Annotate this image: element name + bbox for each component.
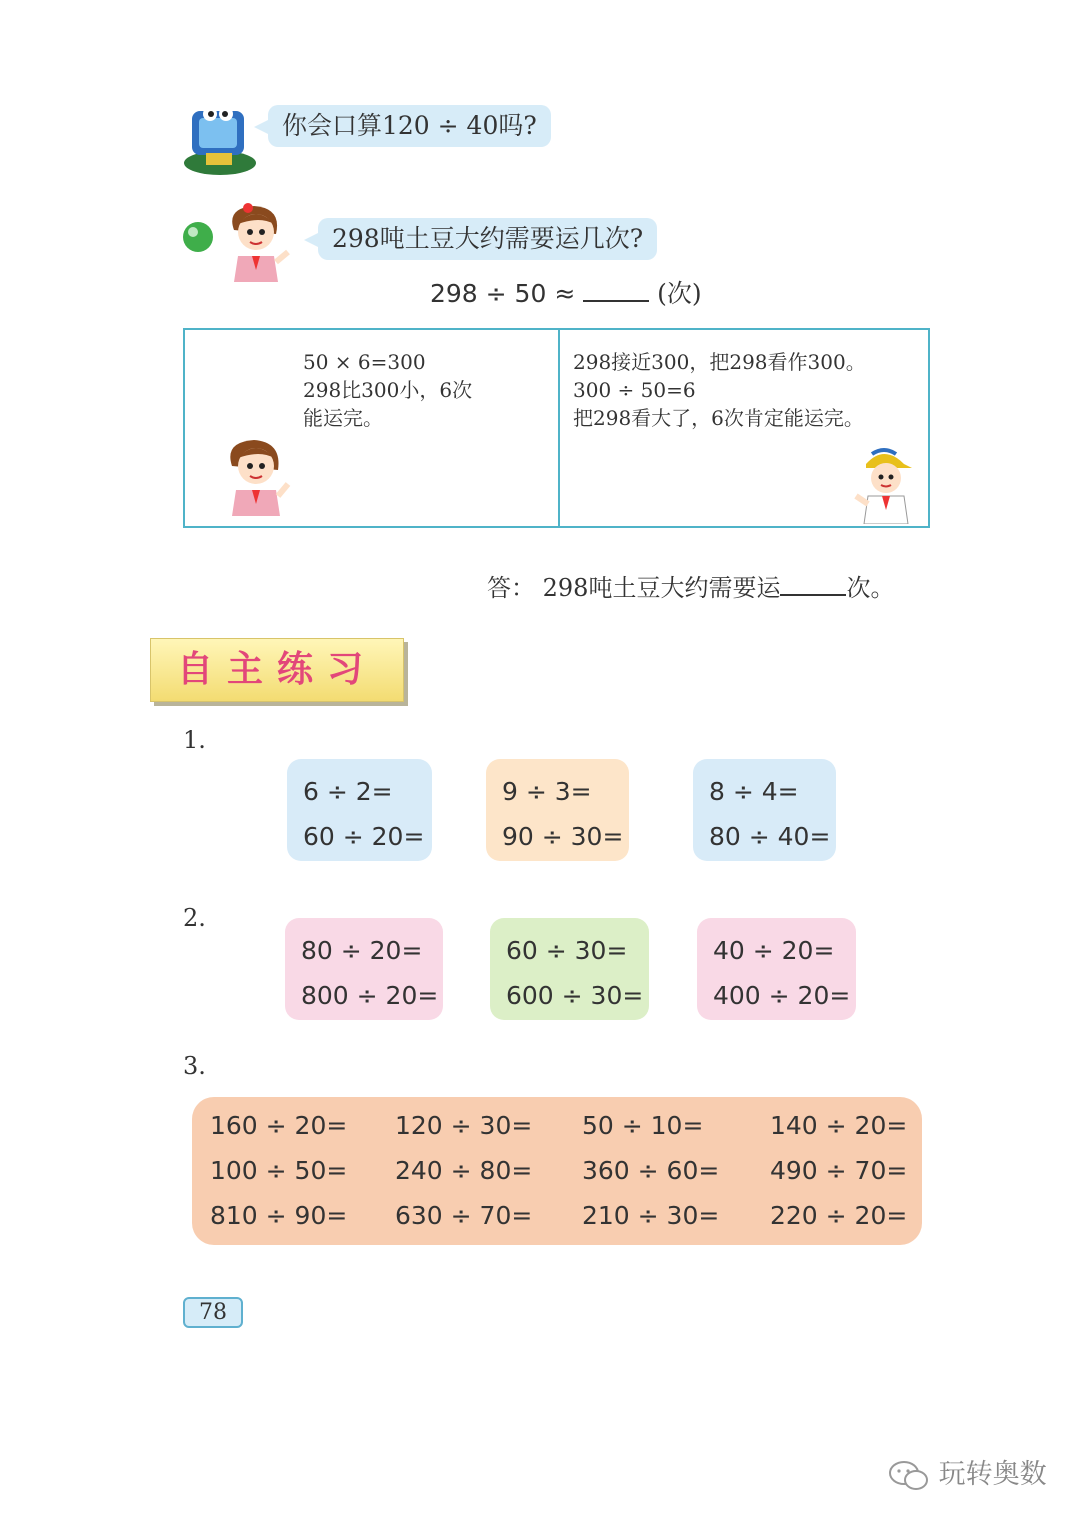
q3-r2-c2: 240 ÷ 80= [395,1156,533,1185]
q1-g1-problem-1: 6 ÷ 2= [303,777,393,806]
q1-group-3 [693,759,836,861]
q1-g2-problem-1: 9 ÷ 3= [502,777,592,806]
q3-r1-c2: 120 ÷ 30= [395,1111,533,1140]
question-1-label: 1. [183,726,206,754]
question-2-label: 2. [183,904,206,932]
q3-r1-c3: 50 ÷ 10= [582,1111,704,1140]
right-reasoning-line-1: 298接近300，把298看作300。 [573,350,866,374]
q1-g1-problem-2: 60 ÷ 20= [303,822,425,851]
question-3-label: 3. [183,1052,206,1080]
computer-mascot-illustration [180,105,258,177]
green-ball-marker-icon [181,220,215,254]
q2-g2-problem-2: 600 ÷ 30= [506,981,644,1010]
intro-question-bubble: 你会口算120 ÷ 40吗? [268,105,551,147]
frame-divider [558,330,560,526]
q2-g1-problem-2: 800 ÷ 20= [301,981,439,1010]
left-reasoning-line-2: 298比300小，6次 [303,378,473,402]
q2-g1-problem-1: 80 ÷ 20= [301,936,423,965]
q1-g3-problem-2: 80 ÷ 40= [709,822,831,851]
boy-with-cap-illustration [852,444,918,524]
left-reasoning-line-1: 50 × 6=300 [303,350,426,374]
page-number: 78 [183,1297,243,1328]
q1-g2-problem-2: 90 ÷ 30= [502,822,624,851]
answer-prefix: 答： [487,574,535,602]
q2-g3-problem-1: 40 ÷ 20= [713,936,835,965]
q3-r3-c4: 220 ÷ 20= [770,1201,908,1230]
equation-text: 298 ÷ 50 ≈ [430,279,576,308]
equation-blank[interactable] [583,276,649,302]
answer-line [487,568,894,603]
left-reasoning-line-3: 能运完。 [303,406,383,430]
q3-r2-c4: 490 ÷ 70= [770,1156,908,1185]
q2-group-1 [285,918,443,1020]
q3-problem-box [192,1097,922,1245]
q2-g3-problem-2: 400 ÷ 20= [713,981,851,1010]
example-question-bubble: 298吨土豆大约需要运几次? [318,218,657,260]
q1-group-1 [287,759,432,861]
q3-r3-c3: 210 ÷ 30= [582,1201,720,1230]
section-title-banner: 自主练习 [150,638,404,702]
q3-r3-c2: 630 ÷ 70= [395,1201,533,1230]
q3-r2-c1: 100 ÷ 50= [210,1156,348,1185]
q3-r1-c4: 140 ÷ 20= [770,1111,908,1140]
answer-blank[interactable] [780,570,846,596]
girl-illustration [220,200,296,284]
estimate-equation [430,274,702,310]
q3-r2-c3: 360 ÷ 60= [582,1156,720,1185]
girl-thinking-illustration [220,436,294,518]
q2-group-3 [697,918,856,1020]
watermark [888,1452,1047,1492]
equation-unit: (次) [657,279,702,308]
q2-g2-problem-1: 60 ÷ 30= [506,936,628,965]
right-reasoning-line-3: 把298看大了，6次肯定能运完。 [573,406,864,430]
q2-group-2 [490,918,649,1020]
q3-r1-c1: 160 ÷ 20= [210,1111,348,1140]
right-reasoning-line-2: 300 ÷ 50=6 [573,378,696,402]
q3-r3-c1: 810 ÷ 90= [210,1201,348,1230]
watermark-text: 玩转奥数 [938,1459,1047,1490]
q1-group-2 [486,759,629,861]
wechat-icon [888,1460,930,1492]
q1-g3-problem-1: 8 ÷ 4= [709,777,799,806]
answer-text: 298吨土豆大约需要运 [542,574,781,602]
answer-suffix: 次。 [846,574,895,602]
